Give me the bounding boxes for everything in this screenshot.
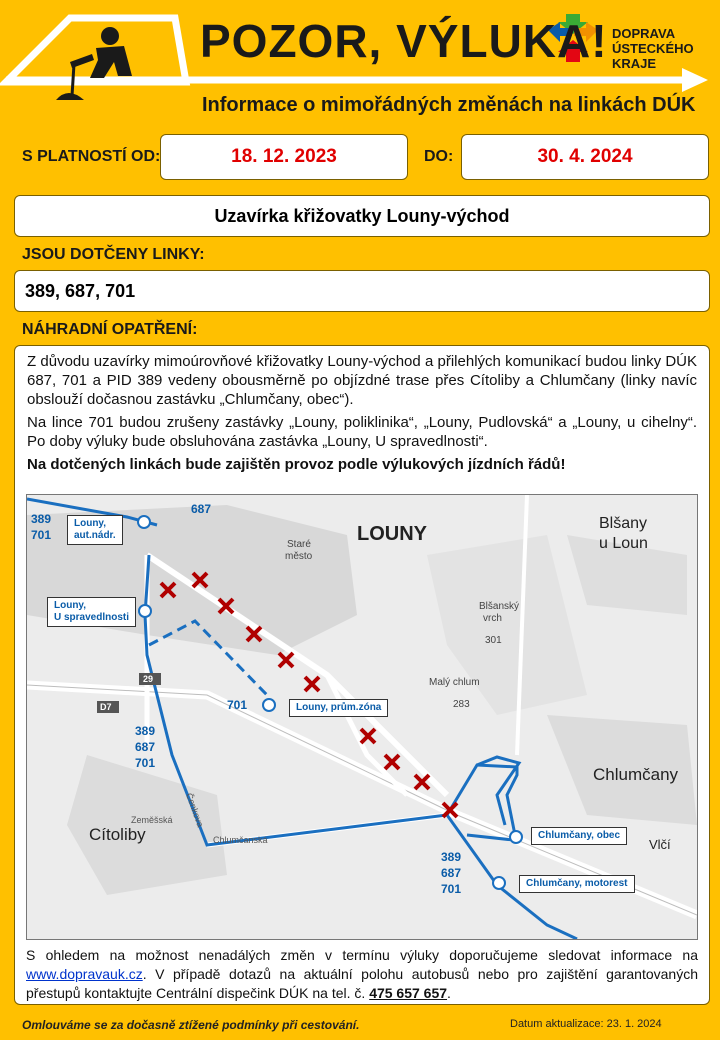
line-number: 389: [135, 724, 156, 738]
affected-lines-value: 389, 687, 701: [14, 270, 710, 312]
update-date: Datum aktualizace: 23. 1. 2024: [510, 1018, 662, 1030]
line-number: 701: [31, 528, 52, 542]
line-number: 687: [135, 740, 156, 754]
map-place-label: Malý chlum: [429, 677, 480, 688]
map-street-label: Chlumčanská: [213, 835, 268, 845]
stop-label-u-spravedlnosti: [47, 597, 136, 627]
line-number-label: [135, 723, 155, 771]
map-place-label: 283: [453, 699, 470, 710]
measures-paragraph: Na lince 701 budou zrušeny zastávky „Louny, poliklinika“, „Louny, Pudlovská“ a „Louny, u cihelny“. Po doby výluky bude obsluhována zastávka „Louny, U spravedlnosti“.: [27, 414, 697, 450]
brand-name: [612, 26, 694, 71]
map-street-label: Zeměšská: [131, 815, 173, 825]
road-label-29: 29: [143, 674, 154, 684]
line-number: 389: [441, 850, 462, 864]
map-town-label: LOUNY: [357, 523, 427, 545]
line-number-label: 687: [191, 502, 212, 516]
valid-from-value: 18. 12. 2023: [160, 134, 408, 180]
line-number: 389: [31, 512, 52, 526]
map-town-label: Vlčí: [649, 837, 671, 852]
map-town-label: u Loun: [599, 535, 648, 552]
page-title: POZOR, VÝLUKA!: [200, 15, 608, 67]
footer-info: [26, 946, 698, 1003]
brand-line: ÚSTECKÉHO: [612, 41, 694, 56]
line-number-label: [31, 511, 51, 543]
map-place-label: Staré: [287, 539, 311, 550]
detour-map: [26, 494, 698, 940]
line-number-label: 701: [227, 698, 248, 712]
footer-text: S ohledem na možnost nenadálých změn v termínu výluky doporučujeme sledovat informace na: [26, 947, 698, 963]
brand-line: KRAJE: [612, 56, 657, 71]
stop-label-louny-bus-station: [67, 515, 123, 545]
footer-text: . V případě dotazů na aktuální polohu autobusů nebo pro zajištění garantovaných přestupů kontaktujte Centrální dispečink DÚK na tel. č.: [26, 966, 698, 1001]
apology-note: Omlouváme se za dočasně ztížené podmínky při cestování.: [22, 1018, 360, 1032]
stop-label-line: Louny,: [74, 518, 107, 529]
closure-title: Uzavírka křižovatky Louny-východ: [14, 195, 710, 237]
stop-label-line: U spravedlnosti: [54, 612, 130, 623]
line-number: 687: [441, 866, 462, 880]
affected-lines-label: JSOU DOTČENY LINKY:: [22, 246, 205, 263]
line-number: 701: [135, 756, 156, 770]
website-link[interactable]: www.dopravauk.cz: [26, 966, 143, 982]
stop-label-chlumcany-motorest: Chlumčany, motorest: [519, 875, 635, 893]
measures-paragraph: Z důvodu uzavírky mimoúrovňové křižovatky Louny-východ a přilehlých komunikací budou linky DÚK 687, 701 a PID 389 vedeny obousměrně po objízdné trase přes Cítoliby a Chlumčany (linky navíc obslouží dočasnou zastávku „Chlumčany, obec“).: [27, 353, 697, 408]
map-town-label: Blšany: [599, 515, 648, 532]
map-place-label: Blšanský: [479, 601, 520, 612]
stop-label-chlumcany-obec: Chlumčany, obec: [531, 827, 627, 845]
page-subtitle: Informace o mimořádných změnách na linkách DÚK: [202, 94, 696, 116]
road-label-d7: D7: [100, 702, 112, 712]
map-town-label: Chlumčany: [593, 765, 679, 784]
map-street-label: Čenkova: [183, 791, 206, 829]
map-place-label: město: [285, 551, 313, 562]
map-place-label: vrch: [483, 613, 502, 624]
valid-to-value: 30. 4. 2024: [461, 134, 709, 180]
map-graphic: [27, 495, 697, 939]
footer-text: .: [447, 985, 451, 1001]
line-number-label: [441, 849, 461, 897]
road-worker-icon: [56, 27, 132, 100]
stop-label-prum-zona: Louny, prům.zóna: [289, 699, 388, 717]
map-town-label: Cítoliby: [89, 825, 146, 844]
measures-notice: Na dotčených linkách bude zajištěn provoz podle výlukových jízdních řádů!: [27, 456, 566, 473]
brand-line: DOPRAVA: [612, 26, 676, 41]
stop-label-line: aut.nádr.: [74, 530, 116, 541]
map-place-label: 301: [485, 635, 502, 646]
valid-to-label: DO:: [424, 148, 454, 165]
line-number: 701: [441, 882, 462, 896]
measures-label: NÁHRADNÍ OPATŘENÍ:: [22, 321, 198, 338]
stop-label-line: Louny,: [54, 600, 87, 611]
valid-from-label: S PLATNOSTÍ OD:: [22, 148, 161, 165]
dispatch-phone[interactable]: 475 657 657: [369, 985, 448, 1001]
